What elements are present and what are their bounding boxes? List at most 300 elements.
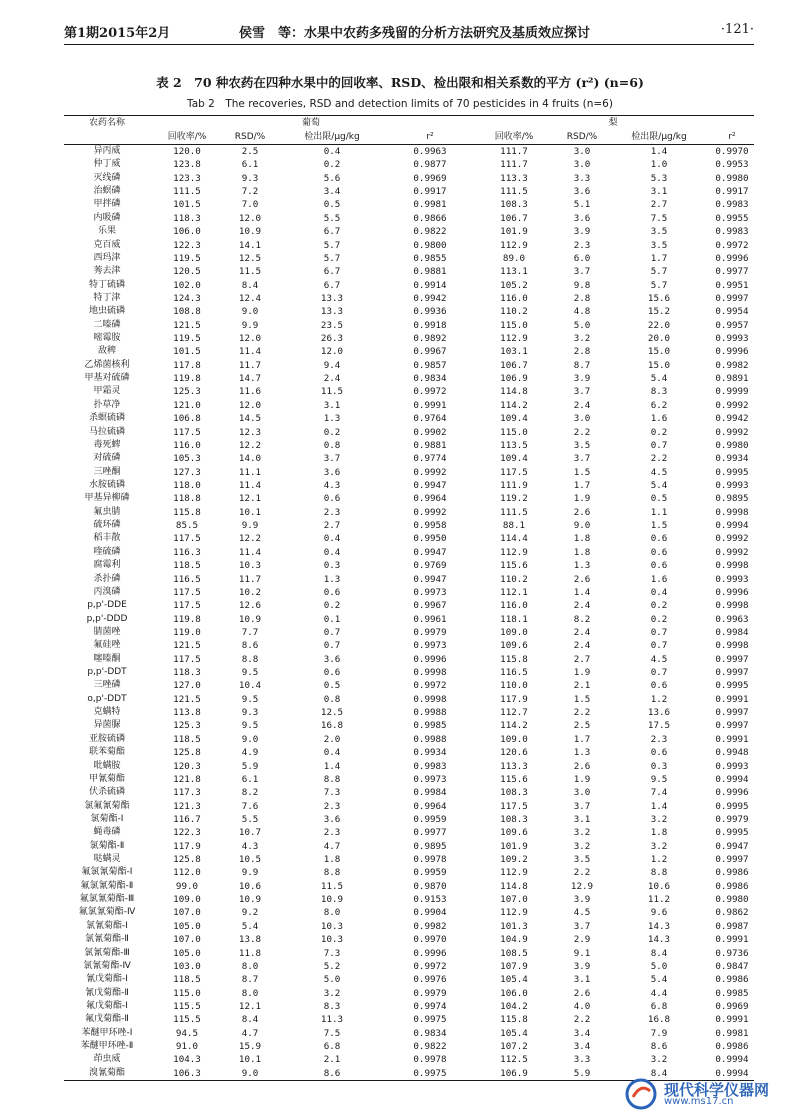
cell-recovery-grape: 118.3	[173, 212, 201, 224]
cell-lod-pear: 0.3	[650, 760, 668, 772]
table-row	[64, 372, 754, 385]
cell-r2-grape: 0.9996	[413, 653, 447, 665]
data-table	[64, 115, 754, 1081]
cell-recovery-pear: 106.7	[500, 359, 528, 371]
cell-lod-grape: 2.0	[323, 733, 341, 745]
table-row	[64, 239, 754, 252]
cell-pesticide-name: 吡螨胺	[93, 760, 121, 771]
cell-pesticide-name: 毒死蜱	[93, 439, 121, 450]
cell-r2-grape: 0.9972	[413, 386, 447, 398]
cell-r2-pear: 0.9994	[715, 520, 749, 532]
table-row	[64, 225, 754, 238]
table-row	[64, 546, 754, 559]
cell-recovery-pear: 112.9	[500, 907, 528, 919]
cell-r2-pear: 0.9980	[715, 894, 749, 906]
cell-r2-grape: 0.9967	[413, 600, 447, 612]
cell-r2-grape: 0.9981	[413, 199, 447, 211]
cell-recovery-pear: 101.9	[500, 226, 528, 238]
cell-lod-pear: 8.8	[650, 867, 668, 879]
cell-r2-grape: 0.9985	[413, 720, 447, 732]
cell-recovery-grape: 117.8	[173, 359, 201, 371]
cell-lod-pear: 1.1	[650, 506, 668, 518]
cell-r2-pear: 0.9992	[715, 546, 749, 558]
cell-recovery-grape: 121.5	[173, 693, 201, 705]
table-row	[64, 1040, 754, 1053]
cell-recovery-grape: 106.3	[173, 1067, 201, 1079]
table-row	[64, 666, 754, 679]
cell-recovery-pear: 106.0	[500, 987, 528, 999]
cell-rsd-grape: 9.3	[241, 172, 259, 184]
table-row	[64, 212, 754, 225]
table-row	[64, 1027, 754, 1040]
cell-lod-grape: 11.3	[320, 1014, 344, 1026]
cell-lod-pear: 0.4	[650, 586, 668, 598]
cell-pesticide-name: 马拉硫磷	[88, 426, 125, 437]
cell-lod-grape: 10.3	[320, 920, 344, 932]
cell-lod-pear: 1.5	[650, 520, 668, 532]
cell-lod-pear: 5.4	[650, 373, 668, 385]
cell-r2-grape: 0.9950	[413, 533, 447, 545]
cell-rsd-pear: 12.9	[570, 880, 594, 892]
cell-r2-pear: 0.9998	[715, 640, 749, 652]
table-row	[64, 252, 754, 265]
cell-lod-pear: 15.0	[647, 359, 671, 371]
cell-lod-grape: 3.6	[323, 653, 341, 665]
cell-r2-pear: 0.9963	[715, 613, 749, 625]
cell-recovery-pear: 113.5	[500, 439, 528, 451]
cell-recovery-pear: 107.9	[500, 960, 528, 972]
cell-rsd-pear: 2.5	[573, 720, 591, 732]
cell-r2-grape: 0.9991	[413, 399, 447, 411]
cell-rsd-grape: 4.3	[241, 840, 259, 852]
cell-r2-pear: 0.9996	[715, 252, 749, 264]
cell-lod-grape: 0.5	[323, 680, 341, 692]
table-row	[64, 412, 754, 425]
table-row	[64, 479, 754, 492]
cell-r2-pear: 0.9942	[715, 413, 749, 425]
table-row	[64, 626, 754, 639]
cell-r2-pear: 0.9995	[715, 827, 749, 839]
cell-r2-grape: 0.9992	[413, 466, 447, 478]
cell-r2-grape: 0.9881	[413, 266, 447, 278]
table-row	[64, 880, 754, 893]
cell-rsd-grape: 5.9	[241, 760, 259, 772]
cell-pesticide-name: 敌稗	[97, 346, 116, 357]
cell-lod-grape: 0.2	[323, 426, 341, 438]
table-row	[64, 145, 754, 158]
cell-pesticide-name: p,p'-DDT	[87, 667, 127, 678]
cell-lod-pear: 0.7	[650, 640, 668, 652]
cell-recovery-grape: 123.3	[173, 172, 201, 184]
cell-r2-pear: 0.9998	[715, 600, 749, 612]
cell-rsd-pear: 9.0	[573, 520, 591, 532]
cell-lod-grape: 1.3	[323, 573, 341, 585]
cell-lod-grape: 5.6	[323, 172, 341, 184]
cell-rsd-grape: 10.1	[238, 506, 262, 518]
cell-recovery-grape: 125.8	[173, 747, 201, 759]
cell-recovery-pear: 108.5	[500, 947, 528, 959]
cell-lod-grape: 0.4	[323, 546, 341, 558]
cell-lod-grape: 0.4	[323, 146, 341, 157]
cell-pesticide-name: 异丙威	[93, 146, 121, 156]
cell-lod-pear: 4.4	[650, 987, 668, 999]
cell-lod-grape: 11.5	[320, 386, 344, 398]
cell-rsd-grape: 11.4	[238, 546, 262, 558]
cell-rsd-pear: 3.1	[573, 974, 591, 986]
cell-pesticide-name: 异菌脲	[93, 720, 121, 731]
cell-lod-pear: 0.6	[650, 533, 668, 545]
cell-recovery-pear: 106.9	[500, 373, 528, 385]
cell-recovery-pear: 115.6	[500, 560, 528, 572]
cell-lod-grape: 2.3	[323, 506, 341, 518]
cell-rsd-grape: 7.7	[241, 626, 259, 638]
cell-r2-grape: 0.9947	[413, 546, 447, 558]
cell-r2-grape: 0.9970	[413, 934, 447, 946]
cell-recovery-grape: 102.0	[173, 279, 201, 291]
cell-pesticide-name: 苯醚甲环唑-Ⅱ	[80, 1041, 134, 1052]
cell-lod-pear: 4.5	[650, 466, 668, 478]
cell-pesticide-name: 杀扑磷	[93, 573, 121, 584]
cell-pesticide-name: 仲丁威	[93, 159, 121, 170]
cell-recovery-grape: 121.8	[173, 773, 201, 785]
cell-r2-grape: 0.9978	[413, 854, 447, 866]
cell-lod-grape: 0.6	[323, 667, 341, 679]
cell-lod-pear: 5.4	[650, 974, 668, 986]
cell-r2-pear: 0.9994	[715, 1054, 749, 1066]
cell-recovery-grape: 120.3	[173, 760, 201, 772]
cell-r2-grape: 0.9153	[413, 894, 447, 906]
cell-recovery-pear: 114.2	[500, 399, 528, 411]
cell-r2-grape: 0.9978	[413, 1054, 447, 1066]
group-header-pear	[472, 116, 754, 130]
cell-recovery-grape: 118.3	[173, 667, 201, 679]
cell-recovery-pear: 88.1	[502, 520, 526, 532]
cell-r2-grape: 0.9834	[413, 373, 447, 385]
cell-recovery-pear: 119.2	[500, 493, 528, 505]
cell-r2-grape: 0.9988	[413, 707, 447, 719]
cell-lod-pear: 6.2	[650, 399, 668, 411]
cell-rsd-pear: 4.5	[573, 907, 591, 919]
cell-pesticide-name: 伏杀硫磷	[88, 787, 125, 798]
table-row	[64, 706, 754, 719]
cell-recovery-pear: 114.8	[500, 880, 528, 892]
cell-recovery-pear: 117.9	[500, 693, 528, 705]
table-row	[64, 466, 754, 479]
table-row	[64, 733, 754, 746]
cell-rsd-pear: 1.9	[573, 493, 591, 505]
cell-recovery-grape: 118.5	[173, 560, 201, 572]
cell-pesticide-name: 硫环磷	[93, 520, 121, 531]
cell-r2-grape: 0.9977	[413, 827, 447, 839]
cell-recovery-pear: 118.1	[500, 613, 528, 625]
table-row	[64, 586, 754, 599]
cell-rsd-pear: 1.5	[573, 466, 591, 478]
table-body	[64, 145, 754, 1080]
table-row	[64, 853, 754, 866]
cell-r2-pear: 0.9995	[715, 680, 749, 692]
cell-r2-pear: 0.9994	[715, 773, 749, 785]
cell-lod-pear: 2.3	[650, 733, 668, 745]
cell-lod-pear: 15.2	[647, 306, 671, 318]
cell-lod-grape: 16.8	[320, 720, 344, 732]
cell-lod-pear: 1.0	[650, 159, 668, 171]
cell-recovery-pear: 116.0	[500, 292, 528, 304]
cell-pesticide-name: 氰戊菊酯-Ⅱ	[85, 987, 129, 998]
table-row	[64, 693, 754, 706]
cell-pesticide-name: 亚胺硫磷	[88, 733, 125, 744]
cell-lod-pear: 1.6	[650, 573, 668, 585]
cell-rsd-grape: 14.0	[238, 453, 262, 465]
cell-rsd-pear: 4.0	[573, 1001, 591, 1012]
site-watermark	[624, 1077, 794, 1111]
cell-r2-grape: 0.9822	[413, 226, 447, 238]
cell-rsd-grape: 10.2	[238, 586, 262, 598]
cell-recovery-grape: 103.0	[173, 960, 201, 972]
cell-pesticide-name: 氰戊菊酯-Ⅰ	[86, 974, 128, 985]
table-row	[64, 719, 754, 732]
cell-r2-grape: 0.9866	[413, 212, 447, 224]
cell-rsd-pear: 3.7	[573, 453, 591, 465]
cell-rsd-pear: 2.6	[573, 506, 591, 518]
cell-pesticide-name: 扑草净	[93, 399, 121, 410]
cell-rsd-grape: 12.0	[238, 333, 262, 345]
table-caption-cn: 表 2 70 种农药在四种水果中的回收率、RSD、检出限和相关系数的平方 (r²) (n=6)	[156, 75, 644, 90]
cell-lod-grape: 2.3	[323, 800, 341, 812]
cell-lod-pear: 0.5	[650, 493, 668, 505]
cell-rsd-pear: 1.9	[573, 773, 591, 785]
cell-recovery-grape: 109.0	[173, 894, 201, 906]
watermark-text: 现代科学仪器网	[664, 1081, 770, 1099]
cell-rsd-pear: 3.7	[573, 920, 591, 932]
cell-recovery-pear: 114.8	[500, 386, 528, 398]
cell-recovery-grape: 106.8	[173, 413, 201, 425]
cell-rsd-grape: 10.6	[238, 880, 262, 892]
cell-lod-pear: 8.6	[650, 1041, 668, 1053]
cell-rsd-pear: 1.3	[573, 560, 591, 572]
cell-lod-pear: 1.4	[650, 146, 668, 157]
cell-rsd-grape: 9.0	[241, 733, 259, 745]
col-header-recovery-grape: 回收率/%	[167, 132, 207, 142]
cell-rsd-grape: 6.1	[241, 159, 259, 171]
cell-r2-pear: 0.9992	[715, 426, 749, 438]
cell-rsd-pear: 2.4	[573, 640, 591, 652]
cell-lod-pear: 8.4	[650, 1067, 668, 1079]
cell-pesticide-name: 灭线磷	[93, 172, 121, 183]
table-row	[64, 933, 754, 946]
cell-r2-pear: 0.9957	[715, 319, 749, 331]
cell-pesticide-name: 治螟磷	[93, 186, 121, 197]
cell-lod-grape: 0.7	[323, 640, 341, 652]
running-header	[64, 22, 754, 45]
cell-recovery-pear: 105.2	[500, 279, 528, 291]
cell-pesticide-name: 水胺硫磷	[88, 479, 125, 490]
cell-pesticide-name: 氟氯氰菊酯-Ⅲ	[79, 894, 135, 905]
cell-rsd-pear: 3.0	[573, 787, 591, 799]
cell-rsd-pear: 4.8	[573, 306, 591, 318]
cell-rsd-grape: 12.3	[238, 426, 262, 438]
cell-r2-pear: 0.9998	[715, 560, 749, 572]
cell-lod-pear: 0.6	[650, 680, 668, 692]
cell-recovery-grape: 125.8	[173, 854, 201, 866]
table-row	[64, 599, 754, 612]
cell-recovery-pear: 112.5	[500, 1054, 528, 1066]
cell-pesticide-name: 西玛津	[93, 252, 121, 263]
cell-r2-grape: 0.9936	[413, 306, 447, 318]
cell-rsd-grape: 10.7	[238, 827, 262, 839]
cell-rsd-pear: 3.7	[573, 386, 591, 398]
cell-rsd-pear: 3.4	[573, 1027, 591, 1039]
cell-lod-grape: 13.3	[320, 292, 344, 304]
cell-recovery-grape: 120.5	[173, 266, 201, 278]
cell-r2-grape: 0.9982	[413, 920, 447, 932]
cell-rsd-pear: 3.0	[573, 146, 591, 157]
cell-r2-pear: 0.9984	[715, 626, 749, 638]
cell-rsd-pear: 9.8	[573, 279, 591, 291]
cell-lod-pear: 0.6	[650, 747, 668, 759]
cell-recovery-pear: 115.0	[500, 426, 528, 438]
cell-r2-pear: 0.9996	[715, 586, 749, 598]
cell-recovery-pear: 111.9	[500, 479, 528, 491]
cell-rsd-pear: 2.2	[573, 426, 591, 438]
cell-rsd-grape: 12.0	[238, 399, 262, 411]
cell-pesticide-name: 特丁津	[93, 292, 121, 303]
cell-r2-pear: 0.9977	[715, 266, 749, 278]
cell-rsd-grape: 9.9	[241, 319, 259, 331]
cell-recovery-grape: 115.5	[173, 1001, 201, 1012]
cell-rsd-pear: 3.9	[573, 373, 591, 385]
cell-pesticide-name: p,p'-DDD	[86, 613, 128, 624]
cell-recovery-pear: 105.4	[500, 1027, 528, 1039]
cell-recovery-pear: 112.9	[500, 333, 528, 345]
cell-lod-pear: 5.7	[650, 266, 668, 278]
cell-r2-pear: 0.9986	[715, 867, 749, 879]
cell-pesticide-name: 氯氰菊酯-Ⅱ	[85, 934, 129, 945]
cell-rsd-pear: 9.1	[573, 947, 591, 959]
cell-recovery-grape: 101.5	[173, 346, 201, 358]
table-row	[64, 786, 754, 799]
cell-r2-pear: 0.9997	[715, 667, 749, 679]
cell-rsd-pear: 3.2	[573, 333, 591, 345]
col-header-recovery-pear: 回收率/%	[494, 132, 534, 142]
table-row	[64, 826, 754, 839]
table-row	[64, 532, 754, 545]
cell-lod-pear: 3.2	[650, 840, 668, 852]
cell-lod-pear: 3.2	[650, 1054, 668, 1066]
cell-rsd-pear: 2.4	[573, 600, 591, 612]
cell-recovery-pear: 108.3	[500, 787, 528, 799]
cell-rsd-pear: 1.8	[573, 546, 591, 558]
cell-lod-pear: 1.4	[650, 800, 668, 812]
table-row	[64, 319, 754, 332]
cell-r2-grape: 0.9904	[413, 907, 447, 919]
cell-r2-pear: 0.9991	[715, 693, 749, 705]
cell-rsd-grape: 11.7	[238, 359, 262, 371]
cell-r2-pear: 0.9917	[715, 186, 749, 198]
cell-recovery-grape: 117.5	[173, 533, 201, 545]
cell-rsd-grape: 4.9	[241, 747, 259, 759]
cell-rsd-grape: 9.0	[241, 1067, 259, 1079]
cell-rsd-pear: 1.9	[573, 667, 591, 679]
cell-r2-pear: 0.9954	[715, 306, 749, 318]
cell-r2-pear: 0.9969	[715, 1001, 749, 1012]
cell-r2-grape: 0.9902	[413, 426, 447, 438]
cell-recovery-grape: 101.5	[173, 199, 201, 211]
group-header-grape-label: 葡萄	[156, 116, 465, 130]
cell-recovery-grape: 107.0	[173, 907, 201, 919]
cell-r2-pear: 0.9997	[715, 292, 749, 304]
cell-rsd-pear: 3.7	[573, 800, 591, 812]
cell-lod-pear: 3.5	[650, 226, 668, 238]
cell-lod-grape: 7.5	[323, 1027, 341, 1039]
cell-recovery-grape: 116.3	[173, 546, 201, 558]
cell-recovery-grape: 127.3	[173, 466, 201, 478]
cell-recovery-grape: 118.5	[173, 733, 201, 745]
cell-r2-grape: 0.9998	[413, 693, 447, 705]
cell-rsd-pear: 1.8	[573, 533, 591, 545]
col-header-lod-grape: 检出限/μg/kg	[304, 132, 360, 142]
cell-pesticide-name: 腐霉利	[93, 560, 121, 571]
cell-rsd-pear: 2.3	[573, 239, 591, 251]
cell-lod-grape: 4.7	[323, 840, 341, 852]
cell-pesticide-name: 甲基对硫磷	[84, 373, 130, 384]
cell-rsd-grape: 14.5	[238, 413, 262, 425]
cell-pesticide-name: 莠去津	[93, 266, 121, 277]
cell-lod-pear: 15.6	[647, 292, 671, 304]
cell-r2-pear: 0.9895	[715, 493, 749, 505]
cell-recovery-grape: 91.0	[175, 1041, 199, 1053]
cell-lod-pear: 0.2	[650, 600, 668, 612]
cell-pesticide-name: 喹硫磷	[93, 546, 121, 557]
cell-recovery-pear: 114.4	[500, 533, 528, 545]
cell-rsd-grape: 9.5	[241, 720, 259, 732]
cell-rsd-grape: 9.9	[241, 867, 259, 879]
cell-lod-grape: 0.4	[323, 747, 341, 759]
cell-rsd-grape: 2.5	[241, 146, 259, 157]
cell-recovery-pear: 113.3	[500, 172, 528, 184]
cell-recovery-grape: 121.5	[173, 640, 201, 652]
cell-r2-pear: 0.9951	[715, 279, 749, 291]
table-row	[64, 613, 754, 626]
cell-lod-grape: 13.3	[320, 306, 344, 318]
cell-r2-grape: 0.9961	[413, 613, 447, 625]
cell-lod-pear: 0.7	[650, 439, 668, 451]
cell-rsd-grape: 10.5	[238, 854, 262, 866]
cell-r2-pear: 0.9996	[715, 346, 749, 358]
cell-lod-pear: 3.5	[650, 239, 668, 251]
cell-rsd-pear: 3.9	[573, 894, 591, 906]
cell-lod-pear: 7.5	[650, 212, 668, 224]
cell-rsd-grape: 7.0	[241, 199, 259, 211]
table-row	[64, 746, 754, 759]
cell-lod-grape: 7.3	[323, 787, 341, 799]
table-row	[64, 265, 754, 278]
cell-rsd-grape: 8.2	[241, 787, 259, 799]
cell-lod-grape: 6.7	[323, 266, 341, 278]
cell-lod-pear: 5.0	[650, 960, 668, 972]
cell-rsd-pear: 5.0	[573, 319, 591, 331]
col-header-r2-pear: r²	[728, 132, 736, 142]
cell-rsd-grape: 10.9	[238, 613, 262, 625]
cell-r2-grape: 0.9979	[413, 626, 447, 638]
cell-lod-pear: 17.5	[647, 720, 671, 732]
cell-r2-pear: 0.9948	[715, 747, 749, 759]
cell-r2-pear: 0.9983	[715, 226, 749, 238]
cell-lod-pear: 7.4	[650, 787, 668, 799]
cell-r2-grape: 0.9947	[413, 573, 447, 585]
cell-pesticide-name: 氯氰菊酯-Ⅰ	[86, 920, 128, 931]
watermark-url: www.ms17.cn	[664, 1096, 734, 1107]
cell-r2-grape: 0.9963	[413, 146, 447, 157]
